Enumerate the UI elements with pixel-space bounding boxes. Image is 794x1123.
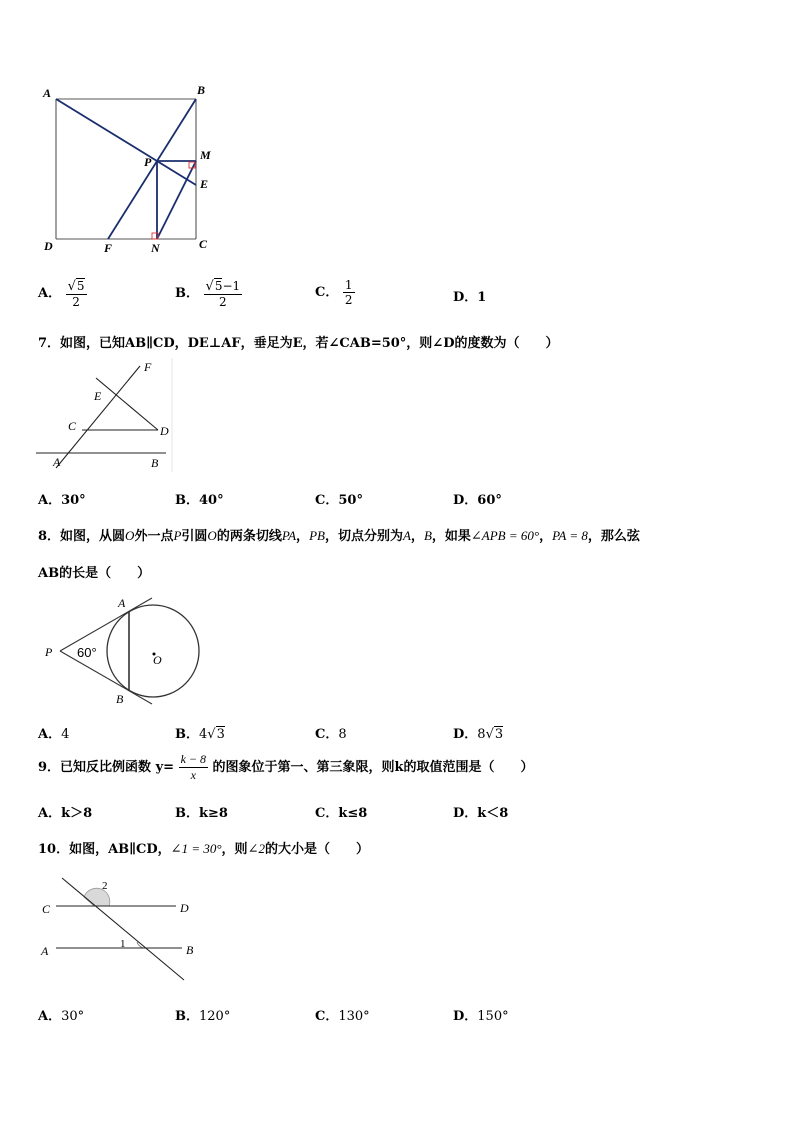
label-b: B xyxy=(186,943,194,957)
label-d: D xyxy=(160,424,169,438)
segment-ae xyxy=(56,99,196,185)
tangent-pa xyxy=(60,598,152,651)
q7-question: 7．如图，已知AB∥CD，DE⊥AF，垂足为E，若∠CAB=50°，则∠D的度数为（ ） xyxy=(38,336,559,351)
label-b: B xyxy=(151,456,159,470)
label-f: F xyxy=(144,360,152,374)
label-m: M xyxy=(200,148,211,162)
label-f: F xyxy=(104,241,113,255)
segment-fb xyxy=(108,99,196,239)
q6-option-a: A． $\frac{√5}{2}$ xyxy=(38,279,85,309)
q9-fraction: $\frac{k - 8}{x}$ xyxy=(180,752,206,782)
label-p: P xyxy=(144,155,152,169)
label-b: B xyxy=(116,692,124,706)
label-c: C xyxy=(42,902,51,916)
label-c: C xyxy=(199,237,208,251)
q9-question: 9．已知反比例函数 y= $\frac{k - 8}{x}$ 的图象位于第一、第三象限，则k的取值范围是（ ） xyxy=(38,752,534,782)
q7-option-c: C．50° xyxy=(315,493,363,508)
line-de xyxy=(96,378,158,430)
q8-option-b: B．4√3 xyxy=(175,727,225,742)
tangent-pb xyxy=(60,651,152,704)
label-o: O xyxy=(153,653,162,667)
q8-figure xyxy=(42,592,206,710)
label-angle-1: 1 xyxy=(120,938,126,950)
transversal xyxy=(62,878,184,980)
q8-option-a: A．4 xyxy=(38,727,70,742)
label-a: A xyxy=(41,944,49,958)
q9-option-a: A．k＞8 xyxy=(38,806,93,821)
label-d: D xyxy=(44,239,53,253)
q8-question-line1: 8．如图，从圆O外一点P引圆O的两条切线PA，PB，切点分别为A，B，如果∠APB = 60°，PA = 8，那么弦 xyxy=(38,528,640,544)
q9-option-b: B．k≥8 xyxy=(175,806,228,821)
label-e: E xyxy=(200,177,209,191)
q6-option-c: C． $\frac{1}{2}$ xyxy=(315,278,353,307)
label-e: E xyxy=(94,389,102,403)
label-d: D xyxy=(180,901,189,915)
q6-option-d: D．1 xyxy=(453,290,487,305)
label-a: A xyxy=(118,596,126,610)
q7-option-a: A．30° xyxy=(38,493,86,508)
q9-option-c: C．k≤8 xyxy=(315,806,368,821)
label-p: P xyxy=(45,645,53,659)
q6-figure xyxy=(36,78,226,260)
q8-option-c: C．8 xyxy=(315,727,347,742)
q10-question: 10．如图，AB∥CD，∠1 = 30°，则∠2的大小是（ ） xyxy=(38,841,369,857)
label-a: A xyxy=(43,86,52,100)
q10-option-d: D．150° xyxy=(453,1009,509,1024)
q7-option-d: D．60° xyxy=(453,493,502,508)
q9-option-d: D．k＜8 xyxy=(453,806,509,821)
angle-label: 60° xyxy=(77,645,97,660)
label-b: B xyxy=(197,83,206,97)
q8-question-line2: AB的长是（ ） xyxy=(38,566,151,581)
q10-option-b: B．120° xyxy=(175,1009,231,1024)
q10-option-a: A．30° xyxy=(38,1009,85,1024)
label-c: C xyxy=(68,419,77,433)
label-a: A xyxy=(53,455,61,469)
label-n: N xyxy=(151,241,160,255)
q7-figure xyxy=(34,358,176,474)
q10-figure xyxy=(38,872,208,984)
label-angle-2: 2 xyxy=(102,880,108,892)
circle-o xyxy=(107,605,199,697)
q8-option-d: D．8√3 xyxy=(453,727,504,742)
q6-option-b: B． $\frac{√5-1}{2}$ xyxy=(175,279,241,309)
q7-option-b: B．40° xyxy=(175,493,224,508)
q10-option-c: C．130° xyxy=(315,1009,370,1024)
